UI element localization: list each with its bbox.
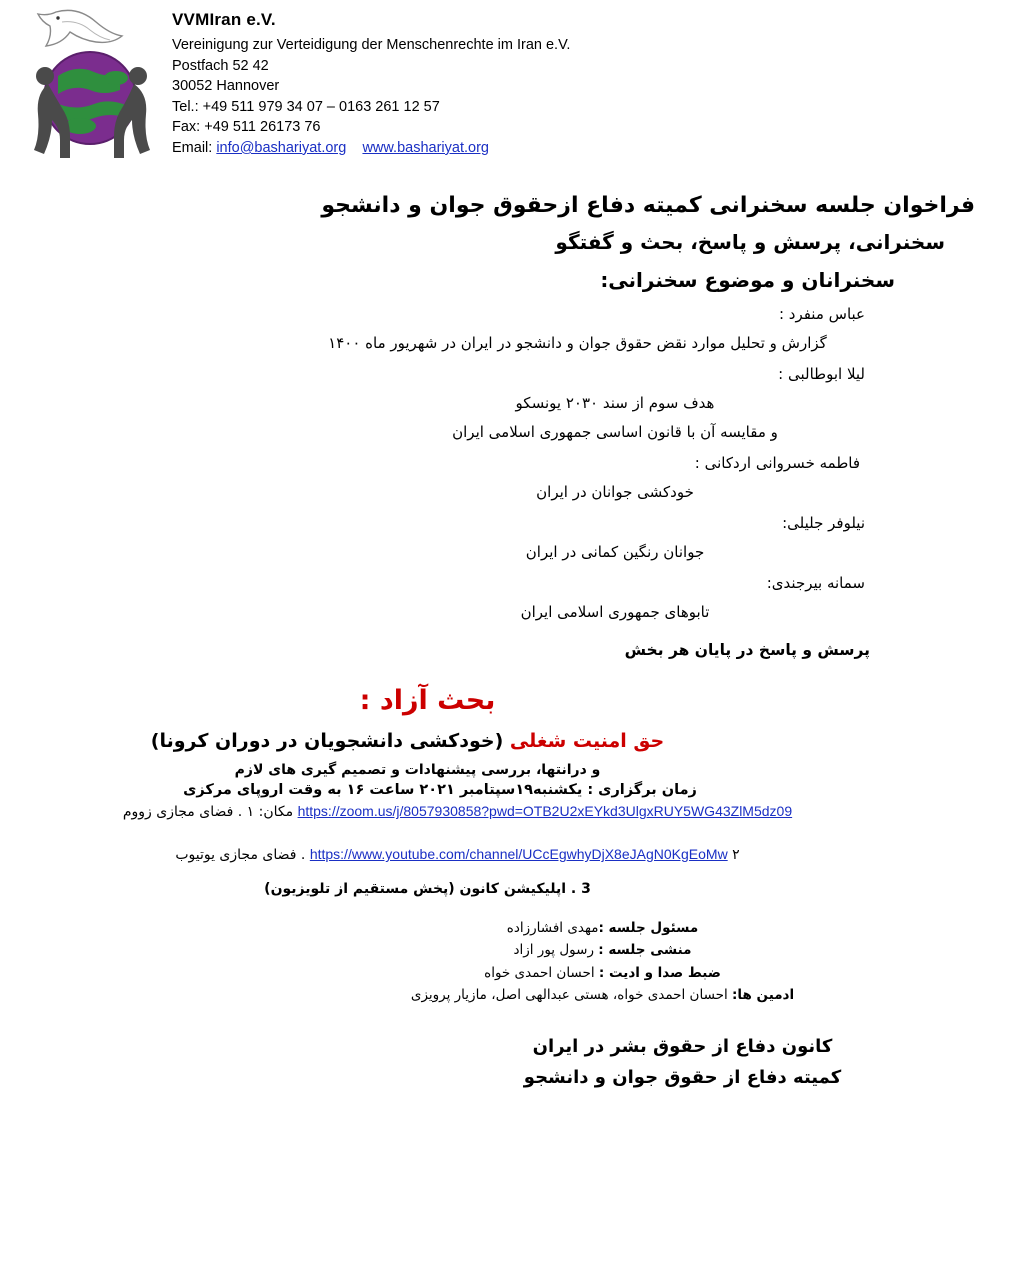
speakers-section-heading: سخنرانان و موضوع سخنرانی:: [600, 268, 895, 293]
speaker-topic: جوانان رنگین کمانی در ایران: [525, 543, 705, 562]
speaker-topic: گزارش و تحلیل موارد نقض حقوق جوان و دانشجو در ایران در شهریور ماه ۱۴۰۰: [328, 334, 827, 353]
credit-value: احسان احمدی خواه، هستی عبدالهی اصل، مازیار پرویزی: [410, 986, 733, 1003]
youtube-label: ۲ . فضای مجازی یوتیوب: [175, 847, 740, 864]
footer-line-2: کمیته دفاع از حقوق جوان و دانشجو: [523, 1066, 842, 1088]
app-location-row: 3 . اپلیکیشن کانون (پخش مستقیم از تلویزیون): [264, 881, 591, 898]
speaker-topic: و مقایسه آن با قانون اساسی جمهوری اسلامی ایران: [452, 423, 778, 442]
credit-row: [170, 939, 1035, 961]
address-line-3: 30052 Hannover: [172, 78, 280, 95]
email-label: Email:: [172, 139, 213, 156]
letterhead: [0, 0, 1035, 183]
debate-topic-emphasis: حق امنیت شغلی: [509, 730, 665, 753]
email-link[interactable]: info@bashariyat.org: [216, 139, 347, 156]
footer-block: [0, 1032, 1035, 1093]
credit-value: احسان احمدی خواه: [484, 964, 599, 981]
document-body: [0, 189, 1035, 1093]
credit-label: ضبط صدا و ادیت :: [598, 964, 721, 981]
dove-and-globe-logo: [18, 6, 168, 171]
page-title: فراخوان جلسه سخنرانی کمیته دفاع ازحقوق جوان و دانشجو: [321, 193, 975, 218]
credit-row: [170, 962, 1035, 984]
fax-line: Fax: +49 511 26173 76: [172, 119, 321, 136]
free-debate-heading: بحث آزاد :: [359, 685, 496, 717]
zoom-location-row: [0, 803, 915, 820]
address-line-1: Vereinigung zur Verteidigung der Menschenrechte im Iran e.V.: [172, 37, 571, 53]
credit-value: مهدی افشارزاده: [506, 920, 599, 937]
footer-line-1: کانون دفاع از حقوق بشر در ایران: [532, 1036, 833, 1058]
speaker-topic: خودکشی جوانان در ایران: [536, 483, 694, 502]
youtube-location-row: [0, 846, 915, 863]
credit-label: مسئول جلسه :: [598, 920, 699, 937]
zoom-label: مکان: ۱ . فضای مجازی زووم: [122, 804, 294, 821]
event-time: زمان برگزاری : یکشنبه۱۹سپتامبر ۲۰۲۱ ساعت ۱۶ به وقت اروپای مرکزی: [183, 782, 697, 799]
credit-value: رسول پور ازاد: [513, 942, 599, 959]
speaker-name: سمانه بیرجندی:: [766, 574, 865, 593]
speaker-name: فاطمه خسروانی اردکانی :: [694, 454, 860, 473]
organization-address-block: [172, 10, 872, 158]
credit-row: [170, 984, 1035, 1006]
organization-name: VVMIran e.V.: [172, 10, 276, 29]
debate-topic-rest: (خودکشی دانشجویان در دوران کرونا): [150, 730, 510, 753]
debate-subnote: و درانتها، بررسی پیشنهادات و تصمیم گیری های لازم: [234, 762, 601, 779]
youtube-link[interactable]: https://www.youtube.com/channel/UCcEgwhyDjX8eJAgN0KgEoMw: [309, 846, 728, 863]
credit-label: ادمین ها:: [732, 986, 795, 1003]
address-line-2: Postfach 52 42: [172, 57, 269, 74]
debate-topic: [0, 730, 815, 752]
speaker-name: عباس منفرد :: [778, 305, 865, 324]
speaker-topic: هدف سوم از سند ۲۰۳۰ یونسکو: [515, 394, 715, 413]
zoom-link[interactable]: https://zoom.us/j/8057930858?pwd=OTB2U2xEYkd3UlgxRUY5WG43ZlM5dz09: [297, 803, 793, 820]
qa-note: پرسش و پاسخ در پایان هر بخش: [624, 641, 870, 660]
credit-label: منشی جلسه :: [598, 942, 692, 959]
website-link[interactable]: www.bashariyat.org: [362, 139, 489, 156]
speaker-topic: تابوهای جمهوری اسلامی ایران: [520, 603, 710, 622]
credit-row: [170, 917, 1035, 939]
phone-line: Tel.: +49 511 979 34 07 – 0163 261 12 57: [172, 98, 440, 115]
speaker-name: لیلا ابوطالبی :: [778, 365, 865, 384]
email-website-line: [172, 138, 872, 159]
credits-block: [0, 917, 1035, 1006]
speaker-name: نیلوفر جلیلی:: [782, 514, 865, 533]
subtitle: سخنرانی، پرسش و پاسخ، بحث و گفتگو: [555, 230, 945, 255]
